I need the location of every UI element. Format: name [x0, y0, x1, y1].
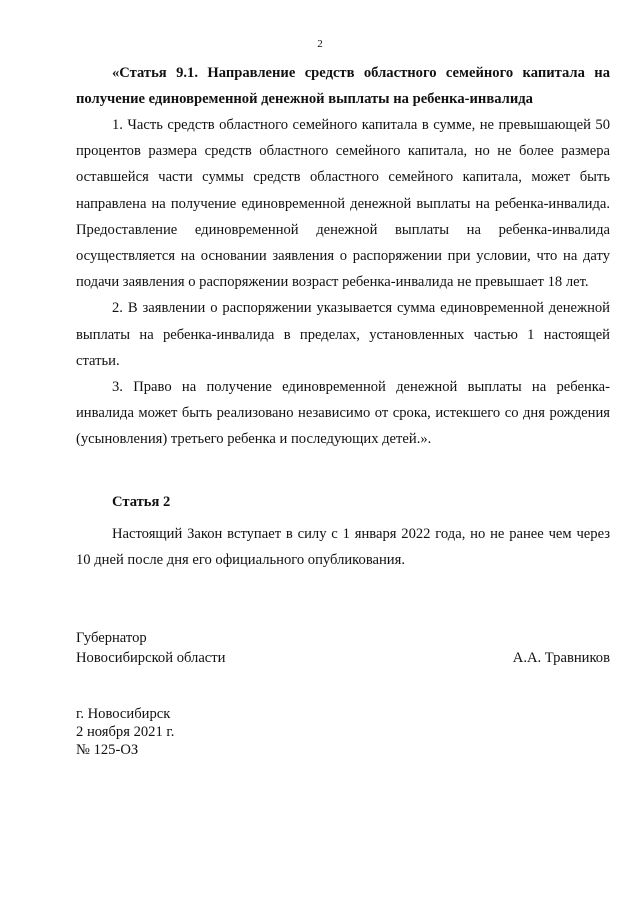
signature-block [76, 628, 610, 668]
signatory-name: А.А. Травников [512, 650, 610, 666]
law-number: № 125-ОЗ [76, 742, 139, 758]
city: г. Новосибирск [76, 706, 171, 722]
signatory-position-line2: Новосибирской области [76, 650, 226, 666]
signatory-position-line1: Губернатор [76, 630, 147, 646]
article-9-1-heading: «Статья 9.1. Направление средств областного семейного капитала на получение единовременной денежной выплаты на ребенка-инвалида [76, 65, 610, 107]
article-2-title: Статья 2 [112, 493, 171, 510]
article-9-1-paragraph-1: 1. Часть средств областного семейного капитала в сумме, не превышающей 50 процентов размера средств областного семейного капитала, но не более размера оставшейся части суммы средств областного семейного капитала, может быть направлена на получение единовременной денежной выплаты на ребенка-инвалида. Предоставление единовременной денежной выплаты на ребенка-инвалида осуществляется на основании заявления о распоряжении при условии, что на дату подачи заявления о распоряжении возраст ребенка-инвалида не превышает 18 лет. [76, 117, 610, 291]
date: 2 ноября 2021 г. [76, 724, 175, 740]
page-number: 2 [317, 38, 323, 50]
article-9-1-paragraph-2: 2. В заявлении о распоряжении указывается сумма единовременной денежной выплаты на ребенка-инвалида в пределах, установленных частью 1 настоящей статьи. [76, 300, 610, 369]
place-date-block [76, 705, 174, 759]
document-body [76, 60, 610, 573]
article-2-text: Настоящий Закон вступает в силу с 1 января 2022 года, но не ранее чем через 10 дней после дня его официального опубликования. [76, 525, 610, 568]
article-9-1-paragraph-3: 3. Право на получение единовременной денежной выплаты на ребенка-инвалида может быть реализовано независимо от срока, истекшего со дня рождения (усыновления) третьего ребенка и последующих детей.». [76, 379, 610, 448]
